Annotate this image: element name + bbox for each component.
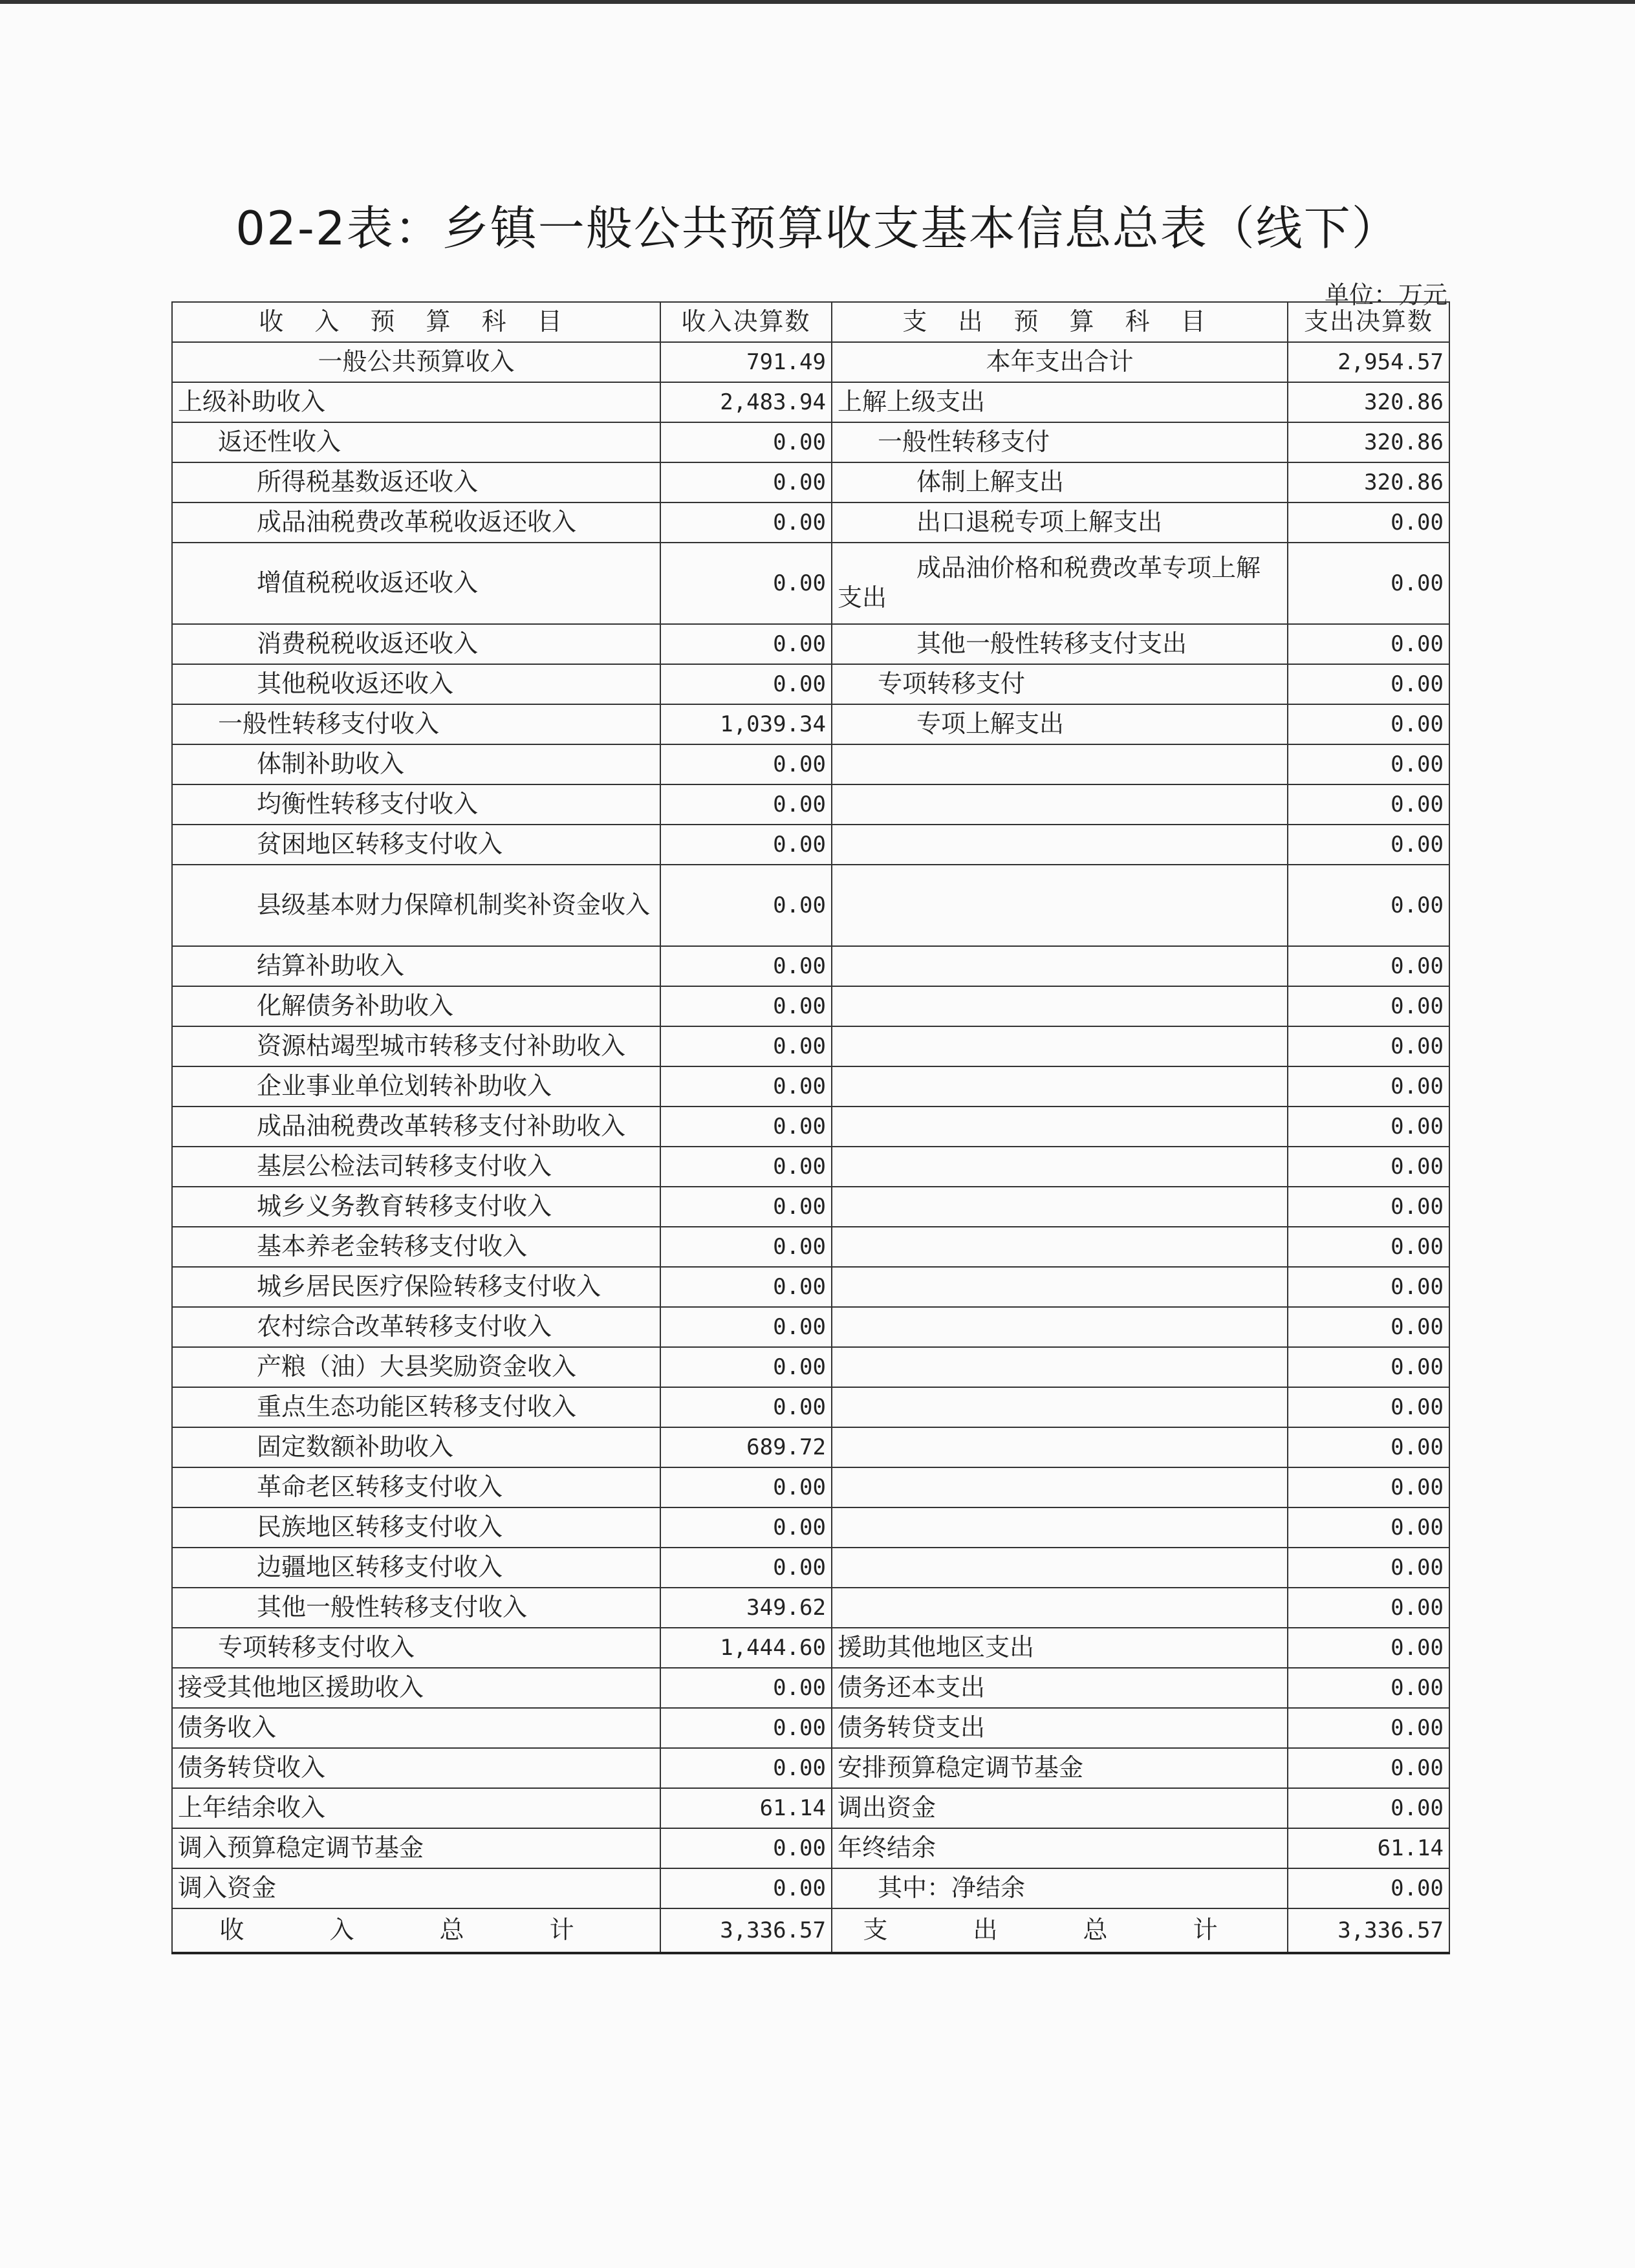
expense-item [832,1227,1288,1267]
expense-item [832,1467,1288,1507]
expense-value: 0.00 [1288,502,1449,543]
table-row [172,1668,1449,1708]
income-item: 成品油税费改革转移支付补助收入 [172,1107,660,1147]
income-item: 所得税基数返还收入 [172,462,660,502]
expense-item [832,1307,1288,1347]
income-item: 产粮（油）大县奖励资金收入 [172,1347,660,1387]
table-row [172,1788,1449,1828]
expense-value: 0.00 [1288,1227,1449,1267]
table-row [172,342,1449,382]
expense-value: 2,954.57 [1288,342,1449,382]
expense-item: 其他一般性转移支付支出 [832,624,1288,664]
expense-item [832,1347,1288,1387]
expense-value: 0.00 [1288,1427,1449,1467]
income-value: 0.00 [660,1227,832,1267]
income-item: 消费税税收返还收入 [172,624,660,664]
expense-value: 0.00 [1288,986,1449,1026]
expense-value: 0.00 [1288,1708,1449,1748]
income-item: 重点生态功能区转移支付收入 [172,1387,660,1427]
expense-item: 体制上解支出 [832,462,1288,502]
income-value: 0.00 [660,1347,832,1387]
expense-item: 其中：净结余 [832,1868,1288,1908]
expense-total-label: 支 出 总 计 [832,1908,1288,1953]
expense-item [832,1267,1288,1307]
table-row [172,382,1449,422]
expense-value: 0.00 [1288,1267,1449,1307]
income-total-label: 收 入 总 计 [172,1908,660,1953]
header-expense-item: 支 出 预 算 科 目 [832,302,1288,342]
income-item: 债务收入 [172,1708,660,1748]
income-item: 结算补助收入 [172,946,660,986]
income-item: 专项转移支付收入 [172,1628,660,1668]
income-item: 上级补助收入 [172,382,660,422]
expense-item: 本年支出合计 [832,342,1288,382]
expense-value: 0.00 [1288,1347,1449,1387]
expense-value: 0.00 [1288,1788,1449,1828]
income-item: 基层公检法司转移支付收入 [172,1147,660,1187]
expense-item: 成品油价格和税费改革专项上解支出 [832,543,1288,624]
expense-value: 0.00 [1288,1307,1449,1347]
expense-value: 0.00 [1288,1507,1449,1548]
expense-item: 调出资金 [832,1788,1288,1828]
header-expense-value: 支出决算数 [1288,302,1449,342]
table-row [172,1588,1449,1628]
expense-item: 出口退税专项上解支出 [832,502,1288,543]
income-value: 0.00 [660,865,832,946]
expense-value: 0.00 [1288,946,1449,986]
expense-item: 安排预算稳定调节基金 [832,1748,1288,1788]
table-row [172,1147,1449,1187]
income-item: 县级基本财力保障机制奖补资金收入 [172,865,660,946]
income-item: 上年结余收入 [172,1788,660,1828]
expense-value: 0.00 [1288,1026,1449,1066]
income-item: 城乡义务教育转移支付收入 [172,1187,660,1227]
income-item: 贫困地区转移支付收入 [172,825,660,865]
expense-value: 320.86 [1288,462,1449,502]
totals-row [172,1908,1449,1953]
table-row [172,1026,1449,1066]
expense-value: 61.14 [1288,1828,1449,1868]
income-value: 0.00 [660,502,832,543]
expense-item: 一般性转移支付 [832,422,1288,462]
income-item: 边疆地区转移支付收入 [172,1548,660,1588]
unit-label: 单位：万元 [1324,281,1447,309]
income-value: 0.00 [660,422,832,462]
income-value: 0.00 [660,1307,832,1347]
table-row [172,1387,1449,1427]
expense-item [832,1507,1288,1548]
expense-value: 0.00 [1288,1548,1449,1588]
income-item: 体制补助收入 [172,744,660,784]
expense-item [832,1588,1288,1628]
income-item: 调入预算稳定调节基金 [172,1828,660,1868]
income-item: 基本养老金转移支付收入 [172,1227,660,1267]
table-row [172,502,1449,543]
income-item: 一般性转移支付收入 [172,704,660,744]
table-row [172,1107,1449,1147]
expense-item [832,1387,1288,1427]
expense-value: 320.86 [1288,382,1449,422]
expense-value: 0.00 [1288,704,1449,744]
expense-value: 0.00 [1288,1628,1449,1668]
income-value: 0.00 [660,1668,832,1708]
income-value: 0.00 [660,986,832,1026]
income-value: 0.00 [660,1387,832,1427]
expense-item [832,946,1288,986]
expense-value: 320.86 [1288,422,1449,462]
page-title: 02-2表：乡镇一般公共预算收支基本信息总表（线下） [235,201,1400,255]
expense-item [832,744,1288,784]
expense-value: 0.00 [1288,1147,1449,1187]
table-row [172,704,1449,744]
expense-value: 0.00 [1288,1668,1449,1708]
table-row [172,1708,1449,1748]
income-item: 成品油税费改革税收返还收入 [172,502,660,543]
income-item: 其他一般性转移支付收入 [172,1588,660,1628]
income-value: 2,483.94 [660,382,832,422]
expense-value: 0.00 [1288,865,1449,946]
header-row [172,302,1449,342]
table-row [172,1187,1449,1227]
table-row [172,784,1449,825]
budget-table [171,301,1450,1954]
income-value: 61.14 [660,1788,832,1828]
table-row [172,664,1449,704]
expense-item [832,986,1288,1026]
table-row [172,1507,1449,1548]
expense-value: 0.00 [1288,825,1449,865]
income-value: 0.00 [660,1467,832,1507]
expense-item: 年终结余 [832,1828,1288,1868]
income-value: 0.00 [660,1507,832,1548]
income-item: 增值税税收返还收入 [172,543,660,624]
expense-value: 0.00 [1288,664,1449,704]
expense-value: 0.00 [1288,1467,1449,1507]
income-item: 接受其他地区援助收入 [172,1668,660,1708]
income-value: 0.00 [660,1267,832,1307]
income-value: 0.00 [660,1026,832,1066]
income-value: 0.00 [660,664,832,704]
income-value: 0.00 [660,462,832,502]
income-value: 0.00 [660,1748,832,1788]
income-value: 1,039.34 [660,704,832,744]
income-value: 0.00 [660,1548,832,1588]
income-item: 固定数额补助收入 [172,1427,660,1467]
table-row [172,1427,1449,1467]
expense-value: 0.00 [1288,1066,1449,1107]
table-row [172,1227,1449,1267]
header-income-item: 收 入 预 算 科 目 [172,302,660,342]
income-value: 349.62 [660,1588,832,1628]
expense-item: 专项转移支付 [832,664,1288,704]
income-item: 城乡居民医疗保险转移支付收入 [172,1267,660,1307]
income-item: 农村综合改革转移支付收入 [172,1307,660,1347]
expense-item: 专项上解支出 [832,704,1288,744]
income-item: 资源枯竭型城市转移支付补助收入 [172,1026,660,1066]
expense-item [832,825,1288,865]
income-value: 791.49 [660,342,832,382]
expense-value: 0.00 [1288,1187,1449,1227]
income-item: 调入资金 [172,1868,660,1908]
table-row [172,422,1449,462]
income-value: 0.00 [660,784,832,825]
income-value: 0.00 [660,1066,832,1107]
expense-item [832,1026,1288,1066]
expense-value: 0.00 [1288,1387,1449,1427]
table-row [172,825,1449,865]
expense-item [832,1187,1288,1227]
table-row [172,1628,1449,1668]
income-value: 0.00 [660,744,832,784]
expense-value: 0.00 [1288,1588,1449,1628]
expense-item [832,865,1288,946]
table-row [172,1347,1449,1387]
expense-total-value: 3,336.57 [1288,1908,1449,1953]
table-row [172,624,1449,664]
expense-item [832,784,1288,825]
expense-item: 援助其他地区支出 [832,1628,1288,1668]
income-item: 均衡性转移支付收入 [172,784,660,825]
table-row [172,1828,1449,1868]
expense-item [832,1427,1288,1467]
expense-item [832,1147,1288,1187]
income-value: 0.00 [660,1147,832,1187]
expense-item: 债务转贷支出 [832,1708,1288,1748]
income-value: 0.00 [660,543,832,624]
table-row [172,543,1449,624]
table-row [172,1267,1449,1307]
income-item: 债务转贷收入 [172,1748,660,1788]
table-row [172,462,1449,502]
expense-value: 0.00 [1288,1868,1449,1908]
income-value: 0.00 [660,1187,832,1227]
expense-item [832,1107,1288,1147]
income-value: 0.00 [660,1868,832,1908]
expense-value: 0.00 [1288,784,1449,825]
expense-value: 0.00 [1288,543,1449,624]
expense-value: 0.00 [1288,1107,1449,1147]
table-row [172,1548,1449,1588]
income-item: 其他税收返还收入 [172,664,660,704]
table-row [172,1066,1449,1107]
table-row [172,1748,1449,1788]
table-row [172,946,1449,986]
table-row [172,986,1449,1026]
scan-top-edge [0,0,1635,4]
income-item: 化解债务补助收入 [172,986,660,1026]
table-row [172,1307,1449,1347]
income-value: 0.00 [660,825,832,865]
expense-item: 上解上级支出 [832,382,1288,422]
income-item: 企业事业单位划转补助收入 [172,1066,660,1107]
expense-item [832,1066,1288,1107]
income-value: 0.00 [660,624,832,664]
table-row [172,744,1449,784]
income-value: 0.00 [660,1708,832,1748]
income-item: 一般公共预算收入 [172,342,660,382]
income-value: 0.00 [660,1828,832,1868]
income-value: 1,444.60 [660,1628,832,1668]
income-value: 689.72 [660,1427,832,1467]
table-row [172,1868,1449,1908]
header-income-value: 收入决算数 [660,302,832,342]
income-total-value: 3,336.57 [660,1908,832,1953]
table-row [172,865,1449,946]
income-value: 0.00 [660,1107,832,1147]
expense-value: 0.00 [1288,624,1449,664]
expense-item: 债务还本支出 [832,1668,1288,1708]
expense-value: 0.00 [1288,744,1449,784]
expense-value: 0.00 [1288,1748,1449,1788]
income-item: 革命老区转移支付收入 [172,1467,660,1507]
table-row [172,1467,1449,1507]
income-item: 返还性收入 [172,422,660,462]
expense-item [832,1548,1288,1588]
income-item: 民族地区转移支付收入 [172,1507,660,1548]
income-value: 0.00 [660,946,832,986]
